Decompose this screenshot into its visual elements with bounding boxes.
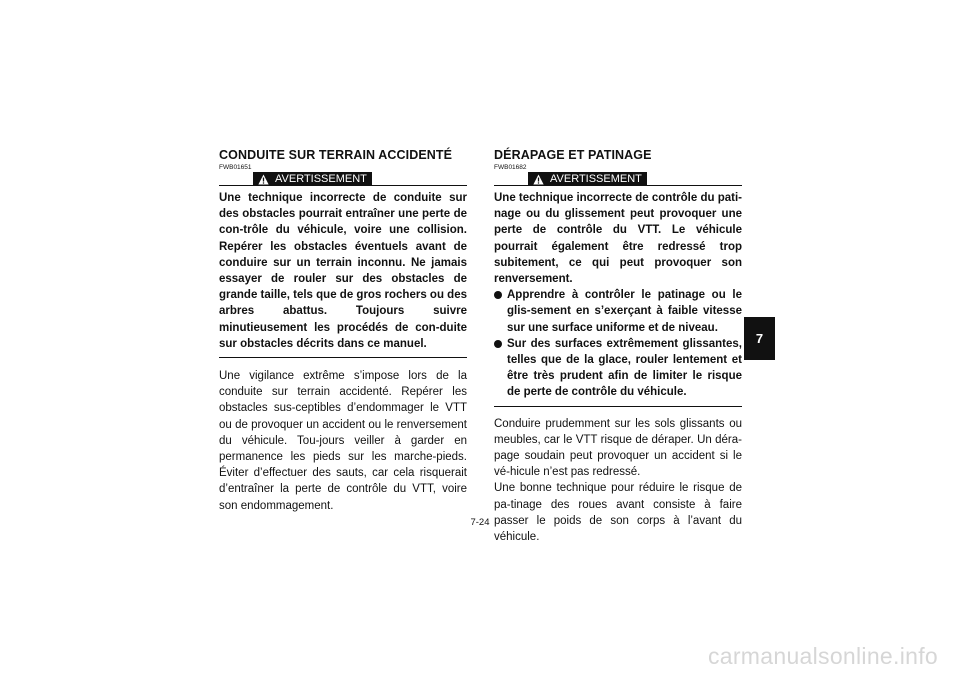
body-sentence-2: Une bonne technique pour réduire le risque de pa-tinage des roues avant consiste à faire passer le poids de son corps à l’avant du véhicule. (494, 482, 742, 544)
warning-header (494, 172, 742, 186)
section-rough-terrain (219, 148, 467, 514)
warning-badge (528, 172, 647, 186)
warning-end-rule (219, 357, 467, 358)
section-code: FWB01651 (219, 164, 252, 171)
page-number: 7-24 (470, 517, 490, 528)
warning-header (219, 172, 467, 186)
chapter-tab: 7 (744, 317, 775, 360)
warning-triangle-icon (258, 174, 269, 185)
body-paragraph: Une vigilance extrême s’impose lors de la conduite sur terrain accidenté. Repérer les obstacles sus-ceptibles d’endommager le VTT ou de provoquer un accident ou le renversement du véhicule. Tou-jours veiller à garder en permanence les pieds sur les marche-pieds. Éviter d’effectuer des sauts, car cela risquerait d’entraîner la perte de contrôle du VTT, voire son endommagement. (219, 370, 467, 512)
list-item-text: Apprendre à contrôler le patinage ou le glis-sement en s’exerçant à faible vitesse sur une surface uniforme et de niveau. (507, 289, 742, 334)
watermark: carmanualsonline.info (707, 643, 938, 669)
warning-triangle-icon (533, 174, 544, 185)
bullet-icon (494, 291, 502, 299)
warning-label: AVERTISSEMENT (275, 173, 367, 185)
warning-text: Une technique incorrecte de conduite sur des obstacles pourrait entraîner une perte de con-trôle du véhicule, voire une collision. Repérer les obstacles éventuels avant de conduire sur un terrain inconnu. Ne jamais essayer de rouler sur des obstacles de grande taille, tels que de gros rochers ou des arbres abattus. Toujours suivre minutieusement les procédés de con-duite sur obstacles décrits dans ce manuel. (219, 192, 467, 350)
list-item (494, 287, 742, 336)
section-skidding (494, 148, 742, 545)
warning-end-rule (494, 406, 742, 407)
body-sentence-1: Conduire prudemment sur les sols glissants ou meubles, car le VTT risque de déraper. Un déra-page soudain peut provoquer un accident si le vé-hicule n’est pas redressé. (494, 417, 742, 479)
warning-badge (253, 172, 372, 186)
bullet-icon (494, 340, 502, 348)
section-title: CONDUITE SUR TERRAIN ACCIDENTÉ (219, 148, 453, 162)
list-item-text: Sur des surfaces extrêmement glissantes, telles que de la glace, rouler lentement et être très prudent afin de limiter le risque de perte de contrôle du véhicule. (507, 337, 742, 399)
warning-label: AVERTISSEMENT (550, 173, 642, 185)
warning-bullet-list (494, 287, 742, 400)
section-code: FWB01682 (494, 164, 527, 171)
list-item (494, 336, 742, 401)
warning-text: Une technique incorrecte de contrôle du pati-nage ou du glissement peut provoquer une perte de contrôle du VTT. Le véhicule pourrait également être redressé trop subitement, ce qui peut provoquer son renversement. (494, 192, 742, 286)
section-title: DÉRAPAGE ET PATINAGE (494, 148, 652, 162)
